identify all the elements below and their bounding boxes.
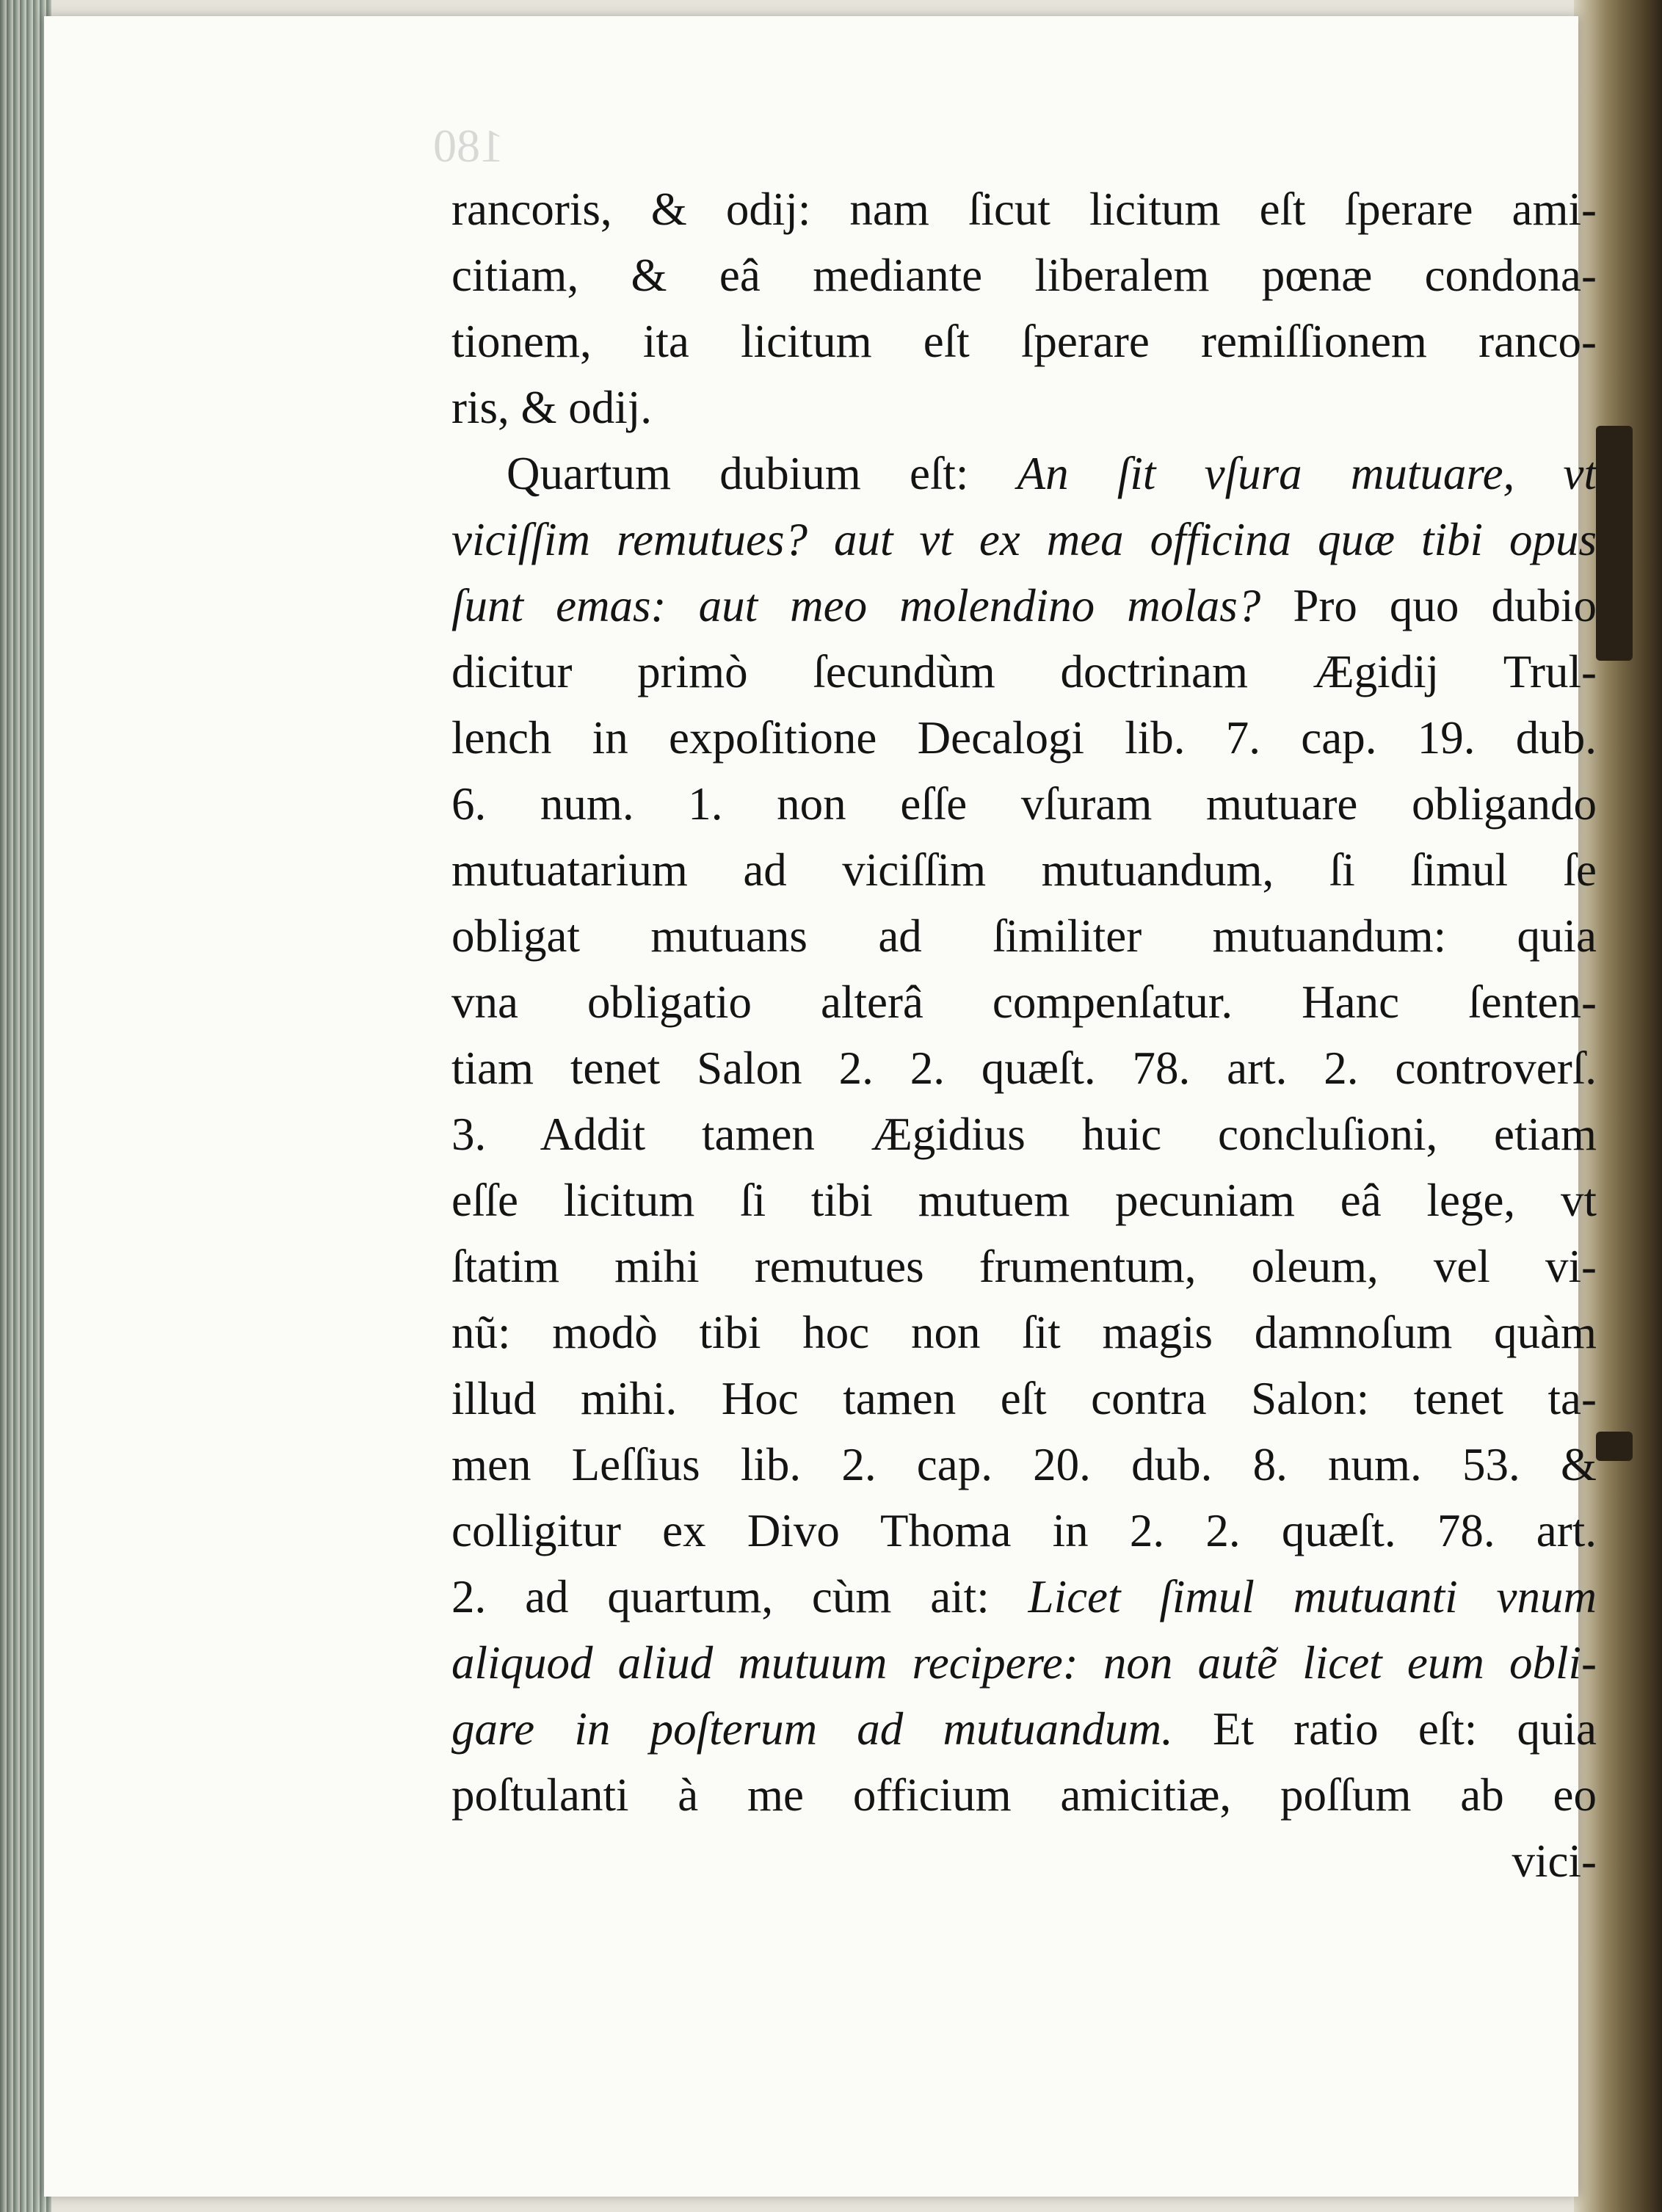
folio-showthrough: 180 — [433, 120, 504, 172]
text-line — [451, 1035, 1597, 1101]
roman-text: citiam, & eâ mediante liberalem pœnæ condona- — [451, 250, 1597, 301]
text-line — [451, 969, 1597, 1035]
book-page — [44, 16, 1597, 2197]
italic-text: gare in poſterum ad mutuandum. — [451, 1703, 1173, 1755]
text-line — [451, 374, 1597, 440]
roman-text: dicitur primò ſecundùm doctrinam Ægidij Trul- — [451, 646, 1597, 697]
text-line — [451, 1233, 1597, 1299]
roman-text: poſtulanti à me officium amicitiæ, poſſum ab eo — [451, 1769, 1597, 1821]
binding-strap — [1596, 426, 1633, 661]
text-line — [451, 705, 1597, 771]
roman-text: 6. num. 1. non eſſe vſuram mutuare obligando — [451, 778, 1597, 830]
italic-text: ſunt emas: aut meo molendino molas? — [451, 580, 1261, 631]
roman-text: Quartum dubium eſt: — [507, 448, 1017, 499]
italic-text: Licet ſimul mutuanti vnum — [1028, 1571, 1597, 1622]
roman-text: men Leſſius lib. 2. cap. 20. dub. 8. num. 53. & — [451, 1439, 1597, 1490]
text-line — [451, 308, 1597, 374]
binding-clasp — [1596, 1432, 1633, 1461]
roman-text: lench in expoſitione Decalogi lib. 7. cap. 19. dub. — [451, 712, 1597, 764]
roman-text: obligat mutuans ad ſimiliter mutuandum: quia — [451, 910, 1597, 962]
roman-text: vici- — [1512, 1835, 1597, 1887]
italic-text: aliquod aliud mutuum recipere: non autẽ licet eum obli- — [451, 1637, 1597, 1689]
roman-text: eſſe licitum ſi tibi mutuem pecuniam eâ lege, vt — [451, 1175, 1597, 1226]
roman-text: 2. ad quartum, cùm ait: — [451, 1571, 1028, 1622]
italic-text: An ſit vſura mutuare, vt — [1017, 448, 1597, 499]
text-line — [451, 1366, 1597, 1432]
text-line — [451, 1299, 1597, 1366]
text-line — [451, 507, 1597, 573]
text-line — [451, 242, 1597, 308]
roman-text: Pro quo dubio — [1260, 580, 1597, 631]
catchword — [451, 1828, 1597, 1894]
text-line — [451, 1762, 1597, 1828]
text-line — [451, 639, 1597, 705]
roman-text: tiam tenet Salon 2. 2. quæſt. 78. art. 2. controverſ. — [451, 1042, 1597, 1094]
roman-text: illud mihi. Hoc tamen eſt contra Salon: tenet ta- — [451, 1373, 1597, 1424]
text-line — [451, 1101, 1597, 1167]
roman-text: nũ: modò tibi hoc non ſit magis damnoſum quàm — [451, 1307, 1597, 1358]
roman-text: colligitur ex Divo Thoma in 2. 2. quæſt. 78. art. — [451, 1505, 1597, 1556]
text-line — [451, 903, 1597, 969]
roman-text: tionem, ita licitum eſt ſperare remiſſionem ranco- — [451, 316, 1597, 367]
text-line — [451, 1167, 1597, 1233]
text-line — [451, 1498, 1597, 1564]
text-line — [451, 1564, 1597, 1630]
text-line — [451, 837, 1597, 903]
text-line — [451, 176, 1597, 242]
roman-text: vna obligatio alterâ compenſatur. Hanc ſenten- — [451, 976, 1597, 1028]
roman-text: mutuatarium ad viciſſim mutuandum, ſi ſimul ſe — [451, 844, 1597, 896]
text-line — [451, 573, 1597, 639]
text-line — [451, 1696, 1597, 1762]
roman-text: rancoris, & odij: nam ſicut licitum eſt ſperare ami- — [451, 184, 1597, 235]
roman-text: ſtatim mihi remutues frumentum, oleum, vel vi- — [451, 1241, 1597, 1292]
text-line — [451, 1432, 1597, 1498]
text-line — [451, 771, 1597, 837]
roman-text: 3. Addit tamen Ægidius huic concluſioni, etiam — [451, 1109, 1597, 1160]
roman-text: ris, & odij. — [451, 382, 653, 433]
page-text — [451, 176, 1597, 1894]
text-line — [451, 440, 1597, 507]
roman-text: Et ratio eſt: quia — [1172, 1703, 1597, 1755]
text-line — [451, 1630, 1597, 1696]
italic-text: viciſſim remutues? aut vt ex mea officina quæ tibi opus — [451, 514, 1597, 565]
